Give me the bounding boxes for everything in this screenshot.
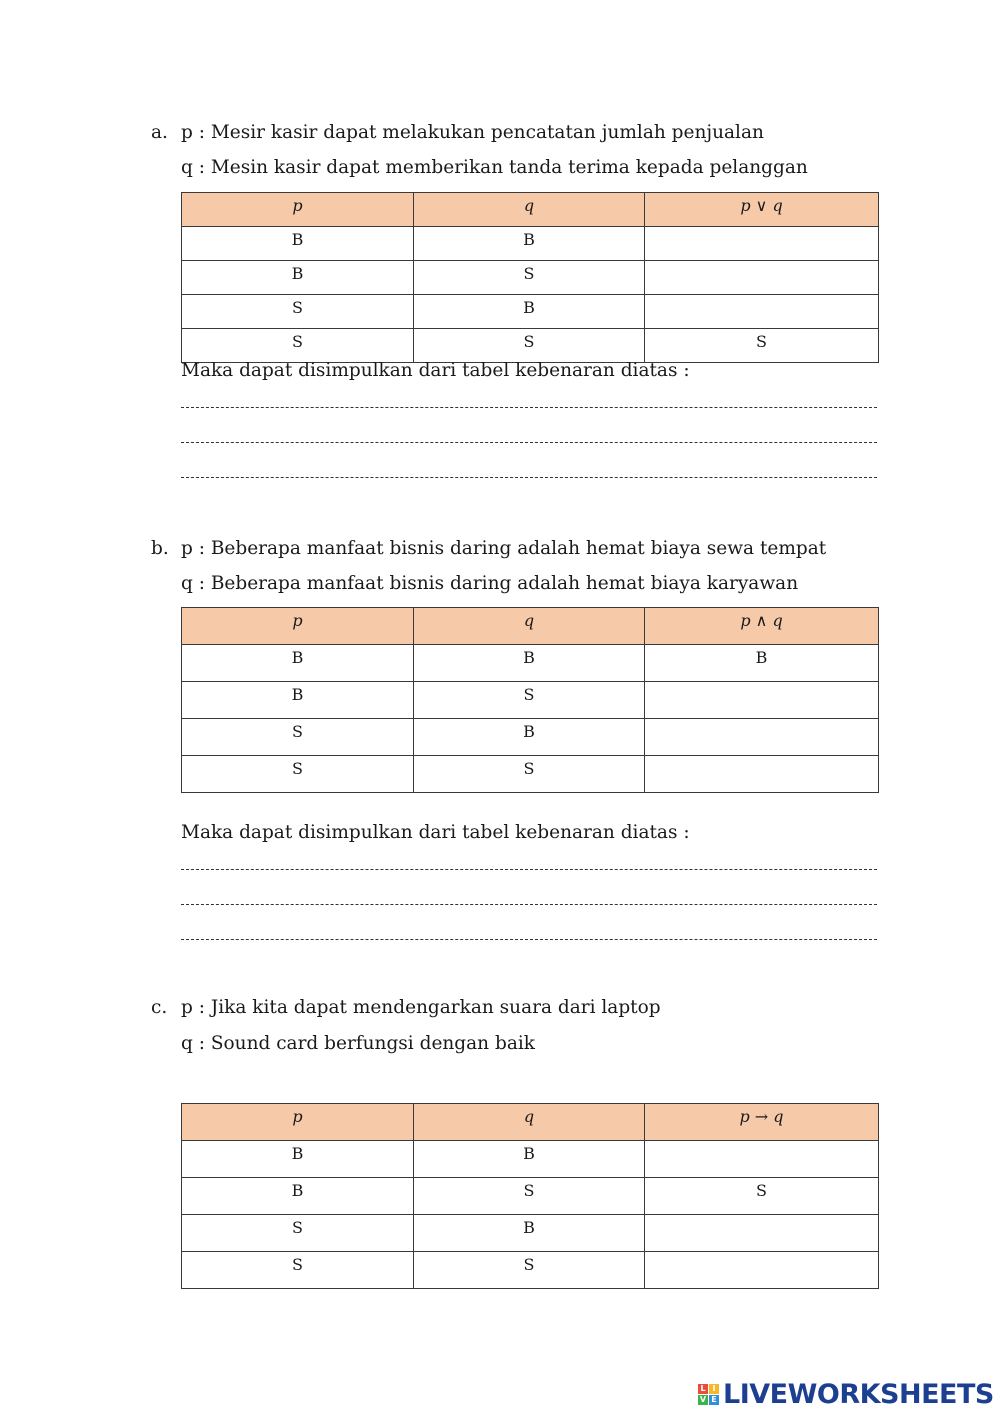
answer-cell[interactable] [645,295,879,329]
liveworksheets-logo-icon: L I V E [698,1384,719,1405]
section-a-conclusion: Maka dapat disimpulkan dari tabel kebenaran diatas : [181,360,690,381]
logo-text: LIVEWORKSHEETS [723,1378,994,1410]
cell-q: S [414,1252,645,1289]
answer-cell[interactable] [645,1215,879,1252]
header-implication: p → q [645,1104,879,1141]
table-row [182,719,879,756]
cell-q: S [414,1178,645,1215]
table-row [182,1141,879,1178]
cell-q: S [414,261,645,295]
table-row [182,1178,879,1215]
header-q: q [414,193,645,227]
answer-line[interactable] [181,904,877,905]
cell-result: S [645,1178,879,1215]
answer-cell[interactable] [645,682,879,719]
answer-cell[interactable] [645,1141,879,1178]
section-b-conclusion: Maka dapat disimpulkan dari tabel kebenaran diatas : [181,822,690,843]
header-disjunction: p ∨ q [645,193,879,227]
cell-p: B [182,227,414,261]
cell-p: S [182,295,414,329]
answer-line[interactable] [181,407,877,408]
answer-cell[interactable] [645,719,879,756]
cell-q: B [414,295,645,329]
cell-p: B [182,1141,414,1178]
header-p: p [182,608,414,645]
answer-line[interactable] [181,442,877,443]
answer-line[interactable] [181,477,877,478]
section-c-p-statement: p : Jika kita dapat mendengarkan suara dari laptop [181,997,661,1018]
header-q: q [414,608,645,645]
cell-q: B [414,1141,645,1178]
answer-cell[interactable] [645,756,879,793]
cell-p: B [182,261,414,295]
cell-q: B [414,645,645,682]
section-a-q-statement: q : Mesin kasir dapat memberikan tanda terima kepada pelanggan [181,157,808,178]
answer-cell[interactable] [645,261,879,295]
liveworksheets-logo [698,1377,994,1411]
cell-q: S [414,756,645,793]
table-row [182,682,879,719]
header-conjunction: p ∧ q [645,608,879,645]
answer-cell[interactable] [645,227,879,261]
header-q: q [414,1104,645,1141]
truth-table-c [181,1103,879,1289]
cell-q: B [414,227,645,261]
section-b-p-statement: p : Beberapa manfaat bisnis daring adalah hemat biaya sewa tempat [181,538,827,559]
table-row [182,1215,879,1252]
table-row [182,756,879,793]
answer-line[interactable] [181,939,877,940]
cell-p: S [182,1252,414,1289]
table-header-row [182,193,879,227]
section-b-marker: b. [151,538,169,559]
cell-result: S [645,329,879,363]
cell-p: B [182,645,414,682]
section-c-marker: c. [151,997,168,1018]
cell-p: S [182,756,414,793]
cell-q: S [414,682,645,719]
cell-result: B [645,645,879,682]
header-p: p [182,193,414,227]
truth-table-b [181,607,879,793]
table-row [182,1252,879,1289]
cell-p: B [182,1178,414,1215]
answer-line[interactable] [181,869,877,870]
table-row [182,329,879,363]
table-header-row [182,608,879,645]
section-b-q-statement: q : Beberapa manfaat bisnis daring adalah hemat biaya karyawan [181,573,799,594]
table-header-row [182,1104,879,1141]
header-p: p [182,1104,414,1141]
section-a-marker: a. [151,122,168,143]
truth-table-a [181,192,879,363]
cell-q: B [414,719,645,756]
cell-q: S [414,329,645,363]
cell-p: S [182,329,414,363]
answer-cell[interactable] [645,1252,879,1289]
section-a-p-statement: p : Mesir kasir dapat melakukan pencatatan jumlah penjualan [181,122,764,143]
cell-p: B [182,682,414,719]
cell-q: B [414,1215,645,1252]
table-row [182,227,879,261]
cell-p: S [182,719,414,756]
table-row [182,261,879,295]
section-c-q-statement: q : Sound card berfungsi dengan baik [181,1033,535,1054]
table-row [182,645,879,682]
table-row [182,295,879,329]
cell-p: S [182,1215,414,1252]
